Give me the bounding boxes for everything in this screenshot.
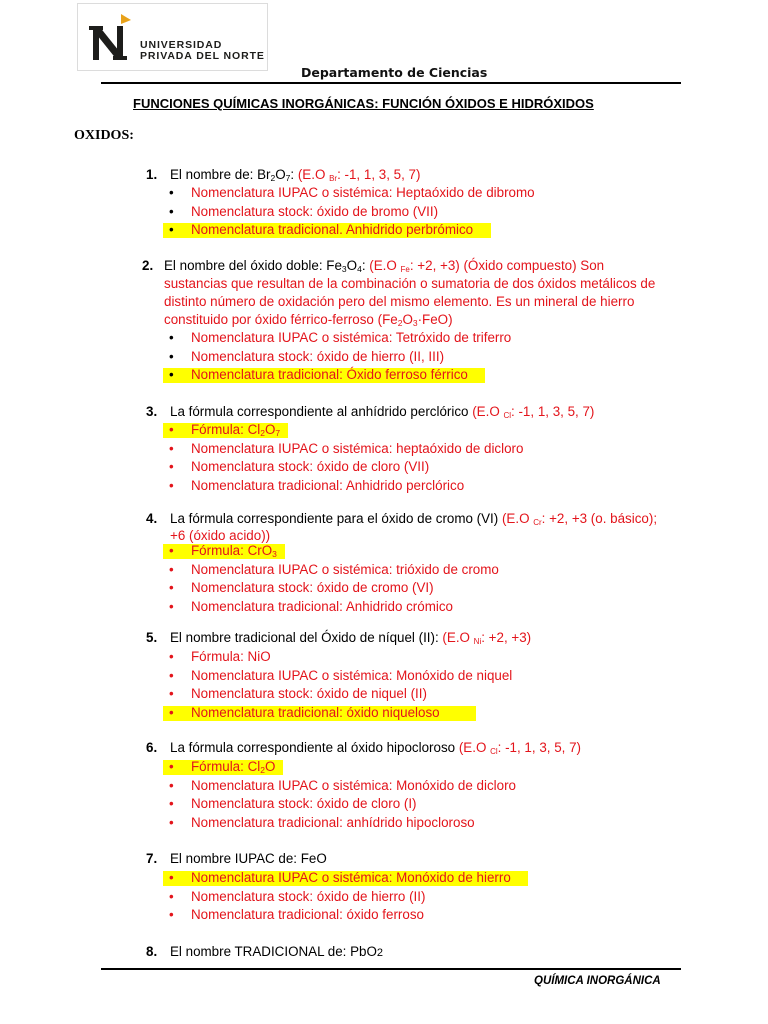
formula-item-highlighted: • Fórmula: CrO$_3$ (191, 542, 499, 561)
logo-line-2: PRIVADA DEL NORTE (140, 49, 265, 62)
question-number: 6. (146, 740, 158, 755)
footer-course-name: QUÍMICA INORGÁNICA (534, 975, 661, 987)
header-divider (101, 82, 681, 84)
list-item: • Nomenclatura stock: óxido de cloro (VII) (169, 459, 430, 475)
question-number: 5. (146, 630, 158, 645)
question-stem: La fórmula correspondiente al óxido hipocloroso (E.O Cl: -1, 1, 3, 5, 7) (170, 740, 581, 756)
university-logo (77, 3, 268, 71)
question-number: 8. (146, 944, 158, 959)
list-item: • Nomenclatura stock: óxido de cloro (I) (169, 796, 417, 812)
list-item: • Nomenclatura stock: óxido de hierro (II, III) (169, 348, 445, 364)
list-item-highlighted: • Nomenclatura tradicional: óxido niqueloso (191, 704, 512, 723)
question-stem: La fórmula correspondiente para el óxido de cromo (VI) (E.O Cr: +2, +3 (o. básico); (170, 511, 658, 527)
question-stem: El nombre IUPAC de: FeO (170, 851, 327, 866)
formula: $Br_2O_7$ (257, 167, 291, 183)
nomenclature-list (169, 869, 511, 925)
department-name: Departamento de Ciencias (301, 65, 488, 80)
question-number: 7. (146, 851, 158, 866)
nomenclature-list (169, 648, 513, 723)
list-item: • Nomenclatura IUPAC o sistémica: Tetróxido de triferro (169, 330, 512, 345)
list-item: • Nomenclatura IUPAC o sistémica: trióxido de cromo (169, 561, 499, 577)
question-stem: La fórmula correspondiente al anhídrido perclórico (E.O Cl: -1, 1, 3, 5, 7) (170, 404, 595, 420)
question-number: 4. (146, 511, 158, 526)
list-item: • Nomenclatura tradicional: óxido ferroso (169, 907, 424, 923)
list-item: • Nomenclatura stock: óxido de cromo (VI) (169, 580, 434, 596)
list-item: • Nomenclatura tradicional: Anhidrido perclórico (169, 478, 465, 494)
stem-text: El nombre de: (170, 167, 258, 182)
list-item: • Nomenclatura tradicional: Anhidrido crómico (169, 599, 453, 615)
nomenclature-list (169, 421, 524, 496)
list-item: • Nomenclatura tradicional: anhídrido hipocloroso (169, 815, 475, 831)
upn-n-logo-icon (87, 12, 137, 64)
document-title: FUNCIONES QUÍMICAS INORGÁNICAS: FUNCIÓN ÓXIDOS E HIDRÓXIDOS (133, 96, 594, 111)
oxidation-states-cont: +6 (óxido acido)) (170, 528, 271, 543)
question-stem: El nombre de: $Br_2O_7$: (E.O Br: -1, 1, 3, 5, 7) (170, 167, 421, 183)
list-item-highlighted: • Nomenclatura tradicional. Anhidrido perbrómico (191, 221, 535, 240)
nomenclature-list (169, 184, 535, 240)
question-number: 3. (146, 404, 158, 419)
nomenclature-list (169, 758, 516, 833)
list-item: • Fórmula: NiO (169, 649, 271, 664)
nomenclature-list (169, 329, 512, 385)
section-heading: OXIDOS: (74, 128, 134, 143)
nomenclature-list (169, 542, 499, 617)
question-stem: El nombre TRADICIONAL de: PbO2 (170, 944, 384, 959)
formula-item-highlighted: • Fórmula: $Cl_2O$ (191, 758, 516, 777)
list-item-highlighted: • Nomenclatura tradicional: Óxido ferroso férrico (191, 366, 511, 385)
formula-item-highlighted: • Fórmula: $Cl_2O_7$ (191, 421, 523, 440)
list-item: • Nomenclatura IUPAC o sistémica: Heptaóxido de dibromo (169, 185, 535, 200)
footer-divider (101, 968, 681, 970)
question-number: 2. (142, 258, 154, 273)
oxidation-states: (E.O Br: -1, 1, 3, 5, 7) (297, 167, 421, 183)
list-item: • Nomenclatura IUPAC o sistémica: heptaóxido de dicloro (169, 440, 524, 456)
list-item: • Nomenclatura stock: óxido de niquel (II) (169, 686, 427, 702)
list-item-highlighted: • Nomenclatura IUPAC o sistémica: Monóxido de hierro (191, 869, 511, 888)
list-item: • Nomenclatura IUPAC o sistémica: Monóxido de dicloro (169, 777, 516, 793)
question-stem: El nombre tradicional del Óxido de níquel (II): (E.O Ni: +2, +3) (170, 630, 532, 646)
logo-wordmark (140, 40, 265, 61)
description: sustancias que resultan de la combinación o sumatoria de dos óxidos metálicos de distinto número de oxidación pero del mismo elemento. Es un mineral de hierro constituido por óxido férrico-ferroso $(Fe_2O_3\cdot FeO)$ (164, 276, 656, 328)
list-item: • Nomenclatura stock: óxido de hierro (II) (169, 888, 426, 904)
question-stem: El nombre del óxido doble: $Fe_3O_4$: (E.O Fe: +2, +3) (Óxido compuesto) Son (164, 258, 605, 274)
list-item: • Nomenclatura IUPAC o sistémica: Monóxido de niquel (169, 667, 513, 683)
list-item: • Nomenclatura stock: óxido de bromo (VII) (169, 203, 439, 219)
question-number: 1. (146, 167, 158, 182)
logo-line-1: UNIVERSIDAD (140, 39, 223, 51)
formula: $Fe_3O_4$ (326, 258, 362, 274)
